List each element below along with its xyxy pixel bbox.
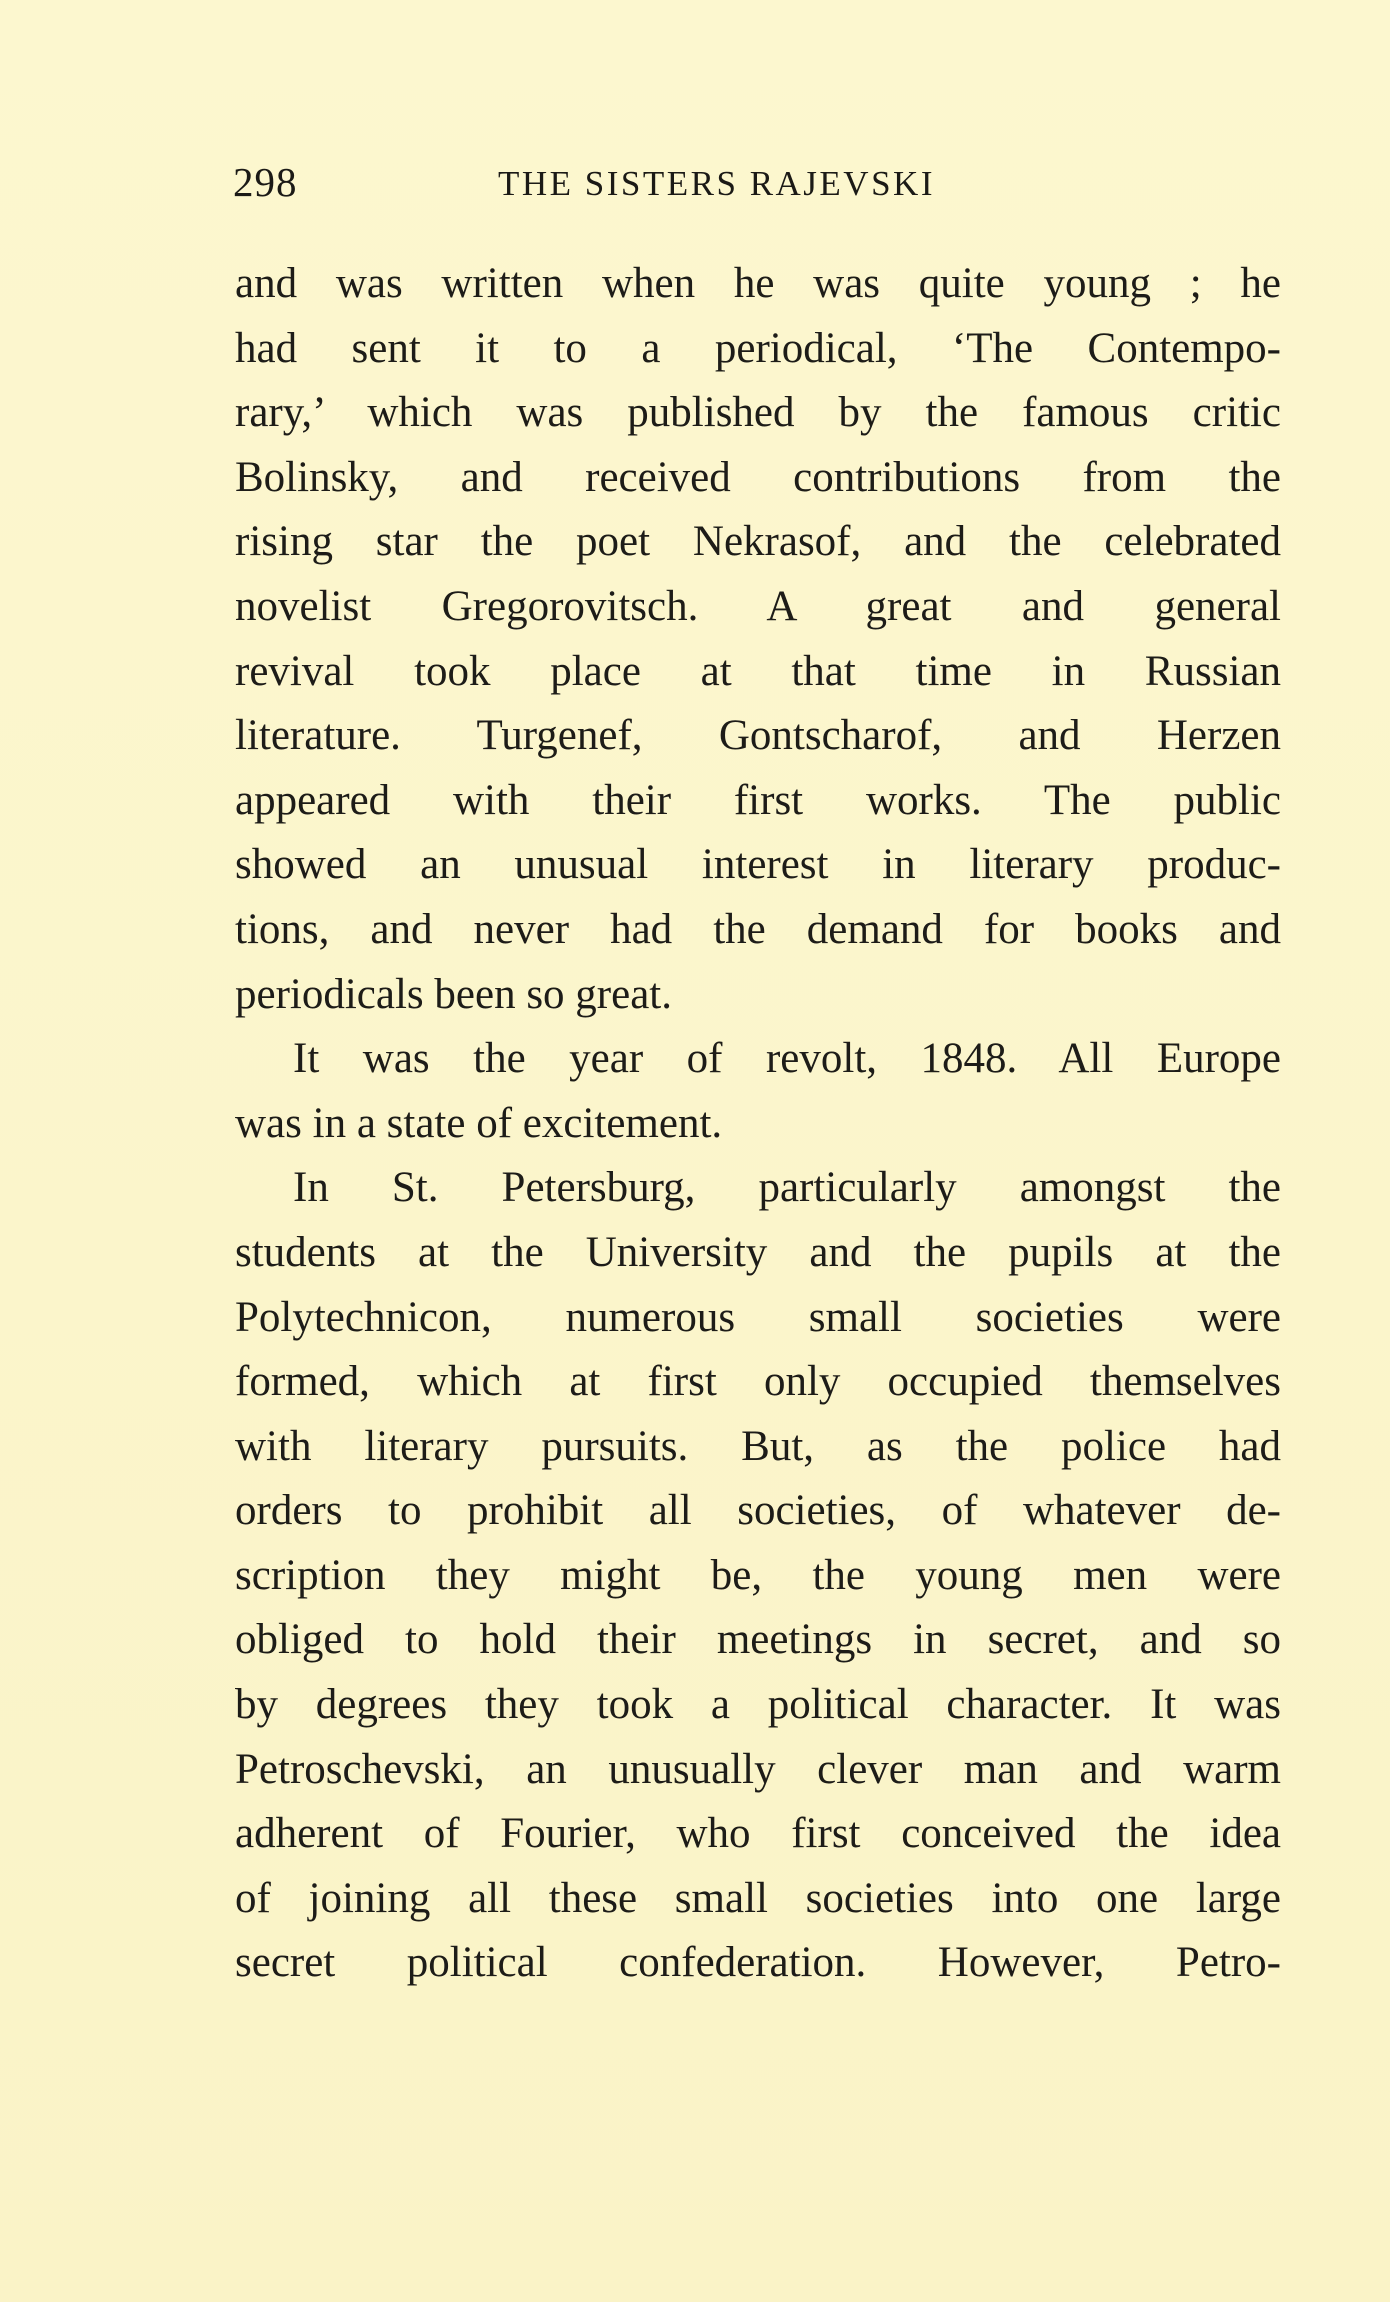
text-line: adherent of Fourier, who first conceived the idea: [235, 1810, 1281, 1858]
paragraph-first-line: It was the year of revolt, 1848. All Europe: [293, 1035, 1281, 1083]
text-line: formed, which at first only occupied themselves: [235, 1358, 1281, 1406]
text-line: showed an unusual interest in literary produc-: [235, 841, 1281, 889]
text-line: Bolinsky, and received contributions from the: [235, 453, 1281, 501]
text-line: by degrees they took a political character. It was: [235, 1681, 1281, 1729]
text-line: students at the University and the pupils at the: [235, 1228, 1281, 1276]
text-line: rising star the poet Nekrasof, and the celebrated: [235, 518, 1281, 566]
text-line: of joining all these small societies into one large: [235, 1874, 1281, 1922]
text-line: appeared with their first works. The public: [235, 776, 1281, 824]
text-line: with literary pursuits. But, as the police had: [235, 1422, 1281, 1470]
text-line: novelist Gregorovitsch. A great and general: [235, 582, 1281, 630]
text-line: rary,’ which was published by the famous critic: [235, 389, 1281, 437]
text-line: Petroschevski, an unusually clever man and warm: [235, 1745, 1281, 1793]
page-header: [233, 158, 1280, 218]
text-line: revival took place at that time in Russian: [235, 647, 1281, 695]
text-line: periodicals been so great.: [235, 970, 672, 1018]
text-line: had sent it to a periodical, ‘The Contempo-: [235, 324, 1281, 372]
text-line: orders to prohibit all societies, of whatever de-: [235, 1487, 1281, 1535]
text-line: literature. Turgenef, Gontscharof, and Herzen: [235, 712, 1281, 760]
text-line: secret political confederation. However, Petro-: [235, 1939, 1281, 1987]
running-title: THE SISTERS RAJEVSKI: [498, 164, 935, 203]
text-line: Polytechnicon, numerous small societies were: [235, 1293, 1281, 1341]
text-line: scription they might be, the young men were: [235, 1551, 1281, 1599]
text-line: was in a state of excitement.: [235, 1099, 723, 1147]
paragraph-first-line: In St. Petersburg, particularly amongst the: [293, 1164, 1281, 1212]
text-line: tions, and never had the demand for books and: [235, 905, 1281, 953]
text-line: and was written when he was quite young ; he: [235, 260, 1281, 307]
page-number: 298: [233, 159, 298, 205]
text-line: obliged to hold their meetings in secret, and so: [235, 1616, 1281, 1664]
body-text: [235, 252, 1281, 1996]
